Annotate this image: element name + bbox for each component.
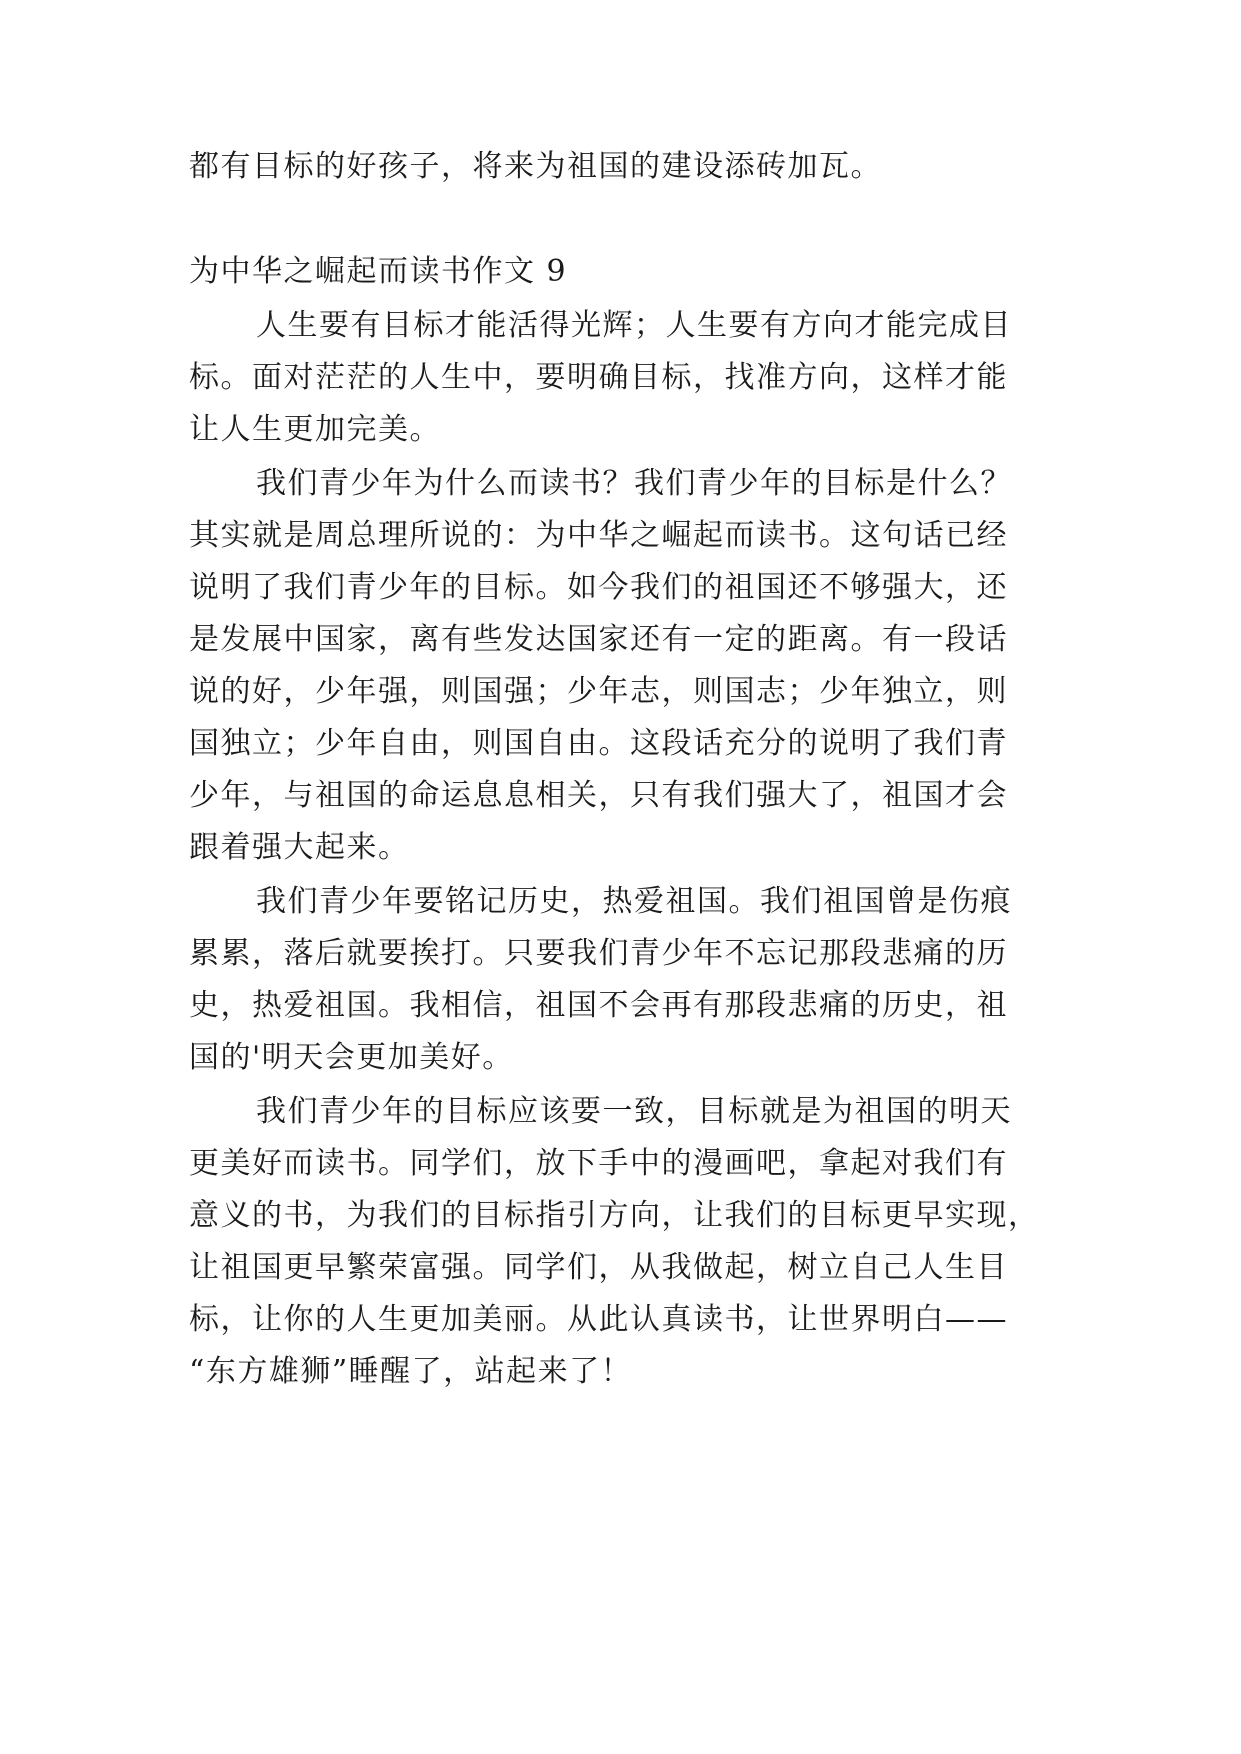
paragraph-4-line-4: 让祖国更早繁荣富强。同学们，从我做起，树立自己人生目	[189, 1250, 1008, 1285]
paragraph-2-line-3: 说明了我们青少年的目标。如今我们的祖国还不够强大，还	[189, 570, 1008, 605]
paragraph-3-line-3: 史，热爱祖国。我相信，祖国不会再有那段悲痛的历史，祖	[189, 988, 1008, 1023]
paragraph-4-line-6: “东方雄狮”睡醒了，站起来了！	[189, 1354, 633, 1389]
paragraph-3-line-2: 累累，落后就要挨打。只要我们青少年不忘记那段悲痛的历	[189, 936, 1008, 971]
paragraph-2-line-7: 少年，与祖国的命运息息相关，只有我们强大了，祖国才会	[189, 778, 1008, 813]
paragraph-4-line-2: 更美好而读书。同学们，放下手中的漫画吧，拿起对我们有	[189, 1146, 1008, 1181]
essay-heading: 为中华之崛起而读书作文 9	[189, 254, 568, 289]
paragraph-2-line-8: 跟着强大起来。	[189, 830, 410, 865]
carryover-line: 都有目标的好孩子，将来为祖国的建设添砖加瓦。	[189, 149, 882, 184]
paragraph-2-line-6: 国独立；少年自由，则国自由。这段话充分的说明了我们青	[189, 726, 1008, 761]
paragraph-3-line-1: 我们青少年要铭记历史，热爱祖国。我们祖国曾是伤痕	[256, 884, 1012, 919]
paragraph-2-line-1: 我们青少年为什么而读书？我们青少年的目标是什么？	[256, 466, 1012, 501]
paragraph-2-line-2: 其实就是周总理所说的：为中华之崛起而读书。这句话已经	[189, 518, 1008, 553]
paragraph-4-line-3: 意义的书，为我们的目标指引方向，让我们的目标更早实现，	[189, 1198, 1040, 1233]
paragraph-1-line-2: 标。面对茫茫的人生中，要明确目标，找准方向，这样才能	[189, 360, 1008, 395]
paragraph-4-line-5: 标，让你的人生更加美丽。从此认真读书，让世界明白——	[189, 1302, 1008, 1337]
paragraph-4-line-1: 我们青少年的目标应该要一致，目标就是为祖国的明天	[256, 1094, 1012, 1129]
paragraph-3-line-4: 国的'明天会更加美好。	[189, 1040, 514, 1075]
paragraph-2-line-4: 是发展中国家，离有些发达国家还有一定的距离。有一段话	[189, 622, 1008, 657]
paragraph-1-line-1: 人生要有目标才能活得光辉；人生要有方向才能完成目	[256, 308, 1012, 343]
paragraph-1-line-3: 让人生更加完美。	[189, 412, 441, 447]
paragraph-2-line-5: 说的好，少年强，则国强；少年志，则国志；少年独立，则	[189, 674, 1008, 709]
